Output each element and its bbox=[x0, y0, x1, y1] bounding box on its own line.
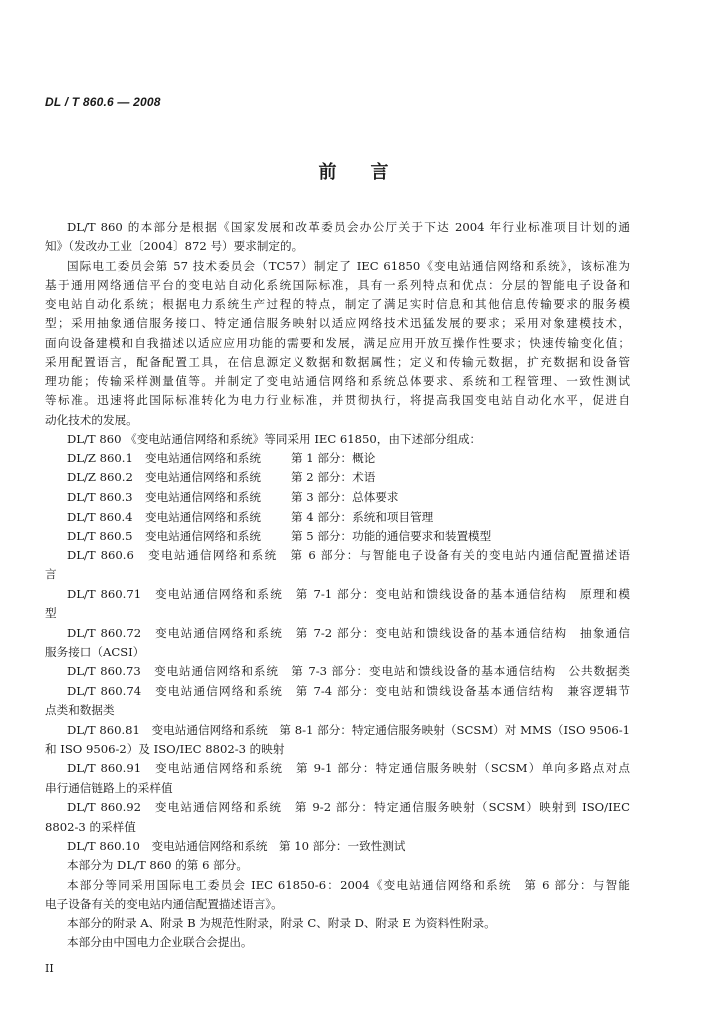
part-list-line: DL/T 860.81 变电站通信网络和系统 第 8-1 部分：特定通信服务映射（SCSM）对 MMS（ISO 9506-1 bbox=[67, 723, 630, 737]
part-list-line: 串行通信链路上的采样值 bbox=[45, 781, 173, 795]
part-series: 变电站通信网络和系统 bbox=[145, 529, 261, 543]
part-code: DL/T 860.4 bbox=[67, 510, 133, 524]
text-line: 电子设备有关的变电站内通信配置描述语言》。 bbox=[45, 897, 283, 911]
part-list-line: DL/T 860.91 变电站通信网络和系统 第 9-1 部分：特定通信服务映射（SCSM）单向多路点对点 bbox=[67, 761, 630, 775]
part-code: DL/Z 860.2 bbox=[67, 470, 133, 484]
text-line: 本部分的附录 A、附录 B 为规范性附录，附录 C、附录 D、附录 E 为资料性附录。 bbox=[67, 916, 496, 930]
part-title: 第 5 部分：功能的通信要求和装置模型 bbox=[291, 529, 492, 543]
part-list-line: 服务接口（ACSI） bbox=[45, 645, 145, 659]
part-list-line: 型 bbox=[45, 606, 57, 620]
part-series: 变电站通信网络和系统 bbox=[145, 451, 261, 465]
part-list-line: DL/T 860.92 变电站通信网络和系统 第 9-2 部分：特定通信服务映射（SCSM）映射到 ISO/IEC bbox=[67, 800, 630, 814]
part-list-line: DL/T 860.10 变电站通信网络和系统 第 10 部分：一致性测试 bbox=[67, 839, 406, 853]
part-list-line: DL/T 860.74 变电站通信网络和系统 第 7-4 部分：变电站和馈线设备基本通信结构 兼容逻辑节 bbox=[67, 684, 630, 698]
text-line: 理功能；传输采样测量值等。并制定了变电站通信网络和系统总体要求、系统和工程管理、一致性测试 bbox=[45, 374, 630, 388]
part-title: 第 1 部分：概论 bbox=[291, 451, 376, 465]
part-code: DL/Z 860.1 bbox=[67, 451, 133, 465]
part-list-line: 点类和数据类 bbox=[45, 703, 115, 717]
text-line: 面向设备建模和自我描述以适应应用功能的需要和发展，满足应用开放互操作性要求；快速传输变化值； bbox=[45, 336, 630, 350]
part-list-line: DL/T 860.72 变电站通信网络和系统 第 7-2 部分：变电站和馈线设备的基本通信结构 抽象通信 bbox=[67, 626, 630, 640]
part-series: 变电站通信网络和系统 bbox=[145, 510, 261, 524]
part-list-line: 言 bbox=[45, 567, 57, 581]
part-list-line: DL/T 860.73 变电站通信网络和系统 第 7-3 部分：变电站和馈线设备的基本通信结构 公共数据类 bbox=[67, 664, 630, 678]
text-line: 知》（发改办工业〔2004〕872 号）要求制定的。 bbox=[45, 239, 304, 253]
part-title: 第 4 部分：系统和项目管理 bbox=[291, 510, 434, 524]
part-series: 变电站通信网络和系统 bbox=[145, 490, 261, 504]
text-line: 动化技术的发展。 bbox=[45, 413, 138, 427]
page-title: 前言 bbox=[318, 162, 423, 183]
text-line: 本部分等同采用国际电工委员会 IEC 61850-6：2004《变电站通信网络和系统 第 6 部分：与智能 bbox=[67, 878, 630, 892]
part-code: DL/T 860.5 bbox=[67, 529, 133, 543]
text-line: 变电站自动化系统；根据电力系统生产过程的特点，制定了满足实时信息和其他信息传输要求的服务模 bbox=[45, 297, 630, 311]
text-line: 本部分由中国电力企业联合会提出。 bbox=[67, 935, 253, 949]
part-list-line: DL/T 860.71 变电站通信网络和系统 第 7-1 部分：变电站和馈线设备的基本通信结构 原理和模 bbox=[67, 587, 630, 601]
text-line: DL/T 860 的本部分是根据《国家发展和改革委员会办公厅关于下达 2004 年行业标准项目计划的通 bbox=[67, 220, 630, 234]
document-id: DL / T 860.6 — 2008 bbox=[45, 95, 161, 109]
part-list-line: DL/T 860.6 变电站通信网络和系统 第 6 部分：与智能电子设备有关的变电站内通信配置描述语 bbox=[67, 548, 630, 562]
part-title: 第 2 部分：术语 bbox=[291, 470, 376, 484]
part-code: DL/T 860.3 bbox=[67, 490, 133, 504]
part-series: 变电站通信网络和系统 bbox=[145, 470, 261, 484]
text-line: 型；采用抽象通信服务接口、特定通信服务映射以适应网络技术迅猛发展的要求；采用对象建模技术， bbox=[45, 316, 630, 330]
part-list-line: 8802-3 的采样值 bbox=[45, 820, 136, 834]
part-list-line: 和 ISO 9506-2）及 ISO/IEC 8802-3 的映射 bbox=[45, 742, 285, 756]
text-line: DL/T 860 《变电站通信网络和系统》等同采用 IEC 61850，由下述部分组成： bbox=[67, 432, 482, 446]
text-line: 国际电工委员会第 57 技术委员会（TC57）制定了 IEC 61850《变电站通信网络和系统》，该标准为 bbox=[67, 259, 630, 273]
page-number: II bbox=[45, 962, 54, 975]
text-line: 等标准。迅速将此国际标准转化为电力行业标准，并贯彻执行，将提高我国变电站自动化水平，促进自 bbox=[45, 393, 630, 407]
text-line: 本部分为 DL/T 860 的第 6 部分。 bbox=[67, 858, 248, 872]
text-line: 采用配置语言，配备配置工具，在信息源定义数据和数据属性；定义和传输元数据，扩充数据和设备管 bbox=[45, 355, 630, 369]
part-title: 第 3 部分：总体要求 bbox=[291, 490, 399, 504]
text-line: 基于通用网络通信平台的变电站自动化系统国际标准，具有一系列特点和优点：分层的智能电子设备和 bbox=[45, 278, 630, 292]
